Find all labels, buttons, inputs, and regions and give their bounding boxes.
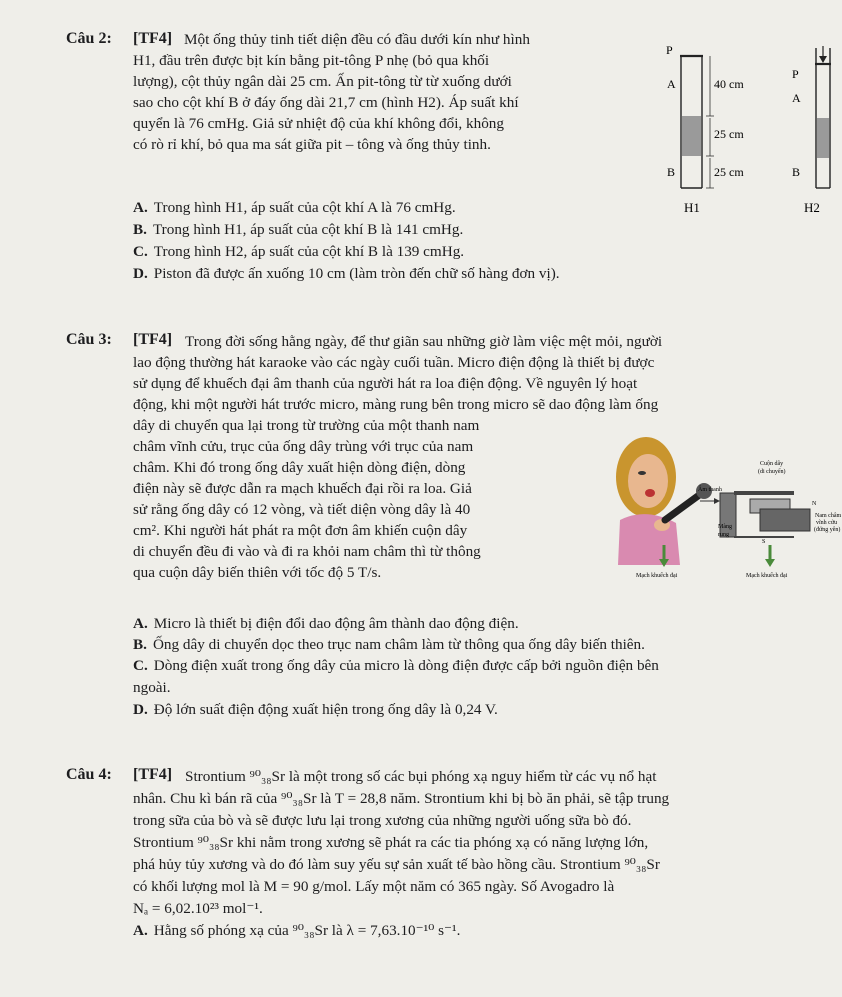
q2-option-c: C. Trong hình H2, áp suất của cột khí B là 139 cmHg. [133, 243, 465, 260]
question-3-tag: [TF4] [133, 331, 173, 348]
label-magnet: Nam châm [815, 513, 842, 519]
microphone-figure [610, 425, 842, 595]
question-3-line-7: châm. Khi đó trong ống dây xuất hiện dòng điện, dòng [133, 459, 466, 476]
question-3-line-5: dây di chuyển qua lại trong từ trường của một thanh nam [133, 417, 480, 434]
q3-option-d: D. Độ lớn suất điện động xuất hiện trong ống dây là 0,24 V. [133, 701, 498, 718]
magnet-shape [760, 509, 810, 531]
question-3-line-3: sử dụng để khuếch đại âm thanh của người hát ra loa điện động. Về nguyên lý hoạt [133, 375, 638, 392]
label-diaphragm: Màng [718, 524, 732, 530]
question-2-stem-line-1: Một ống thủy tinh tiết diện đều có đầu dưới kín như hình [184, 31, 530, 48]
h2-label-p: P [792, 67, 799, 81]
label-pole-a: S [762, 539, 766, 545]
h1-len-b: 25 cm [714, 165, 744, 179]
q3-option-a: A. Micro là thiết bị điện đổi dao động âm thành dao động điện. [133, 615, 519, 632]
label-coil: Cuộn dây [760, 461, 784, 467]
question-2-stem-line-6: có rò rỉ khí, bỏ qua ma sát giữa pit – tông và ống thủy tinh. [133, 136, 491, 153]
question-4-number: Câu 4: [66, 766, 112, 783]
h2-caption: H2 [804, 200, 820, 215]
question-3-line-12: qua cuộn dây biến thiên với tốc độ 5 T/s. [133, 564, 382, 581]
question-4-line-6: có khối lượng mol là M = 90 g/mol. Lấy một năm có 365 ngày. Số Avogadro là [133, 878, 615, 895]
tube-h2 [792, 46, 831, 215]
h1-label-b: B [667, 165, 676, 179]
q2-option-b: B. Trong hình H1, áp suất của cột khí B là 141 cmHg. [133, 221, 464, 238]
q2-option-a: A. Trong hình H1, áp suất của cột khí A là 76 cmHg. [133, 199, 456, 216]
question-2-stem-line-5: quyển là 76 cmHg. Giả sử nhiệt độ của khí không đổi, không [133, 115, 504, 132]
question-4-line-4: Strontium ⁹⁰₃₈Sr khi nằm trong xương sẽ phát ra các tia phóng xạ có năng lượng lớn, [133, 834, 649, 851]
h1-label-p: P [666, 43, 673, 57]
q3-option-c: C. Dòng điện xuất trong ống dây của micro là dòng điện được cấp bởi nguồn điện bên [133, 657, 659, 674]
q4-option-a: A. Hằng số phóng xạ của ⁹⁰₃₈Sr là λ = 7,63.10⁻¹⁰ s⁻¹. [133, 922, 461, 939]
q3-option-c-cont: ngoài. [133, 679, 171, 696]
question-3-number: Câu 3: [66, 331, 112, 348]
question-4-line-7: Nₐ = 6,02.10²³ mol⁻¹. [133, 900, 263, 917]
question-3-line-11: di chuyển đều đi vào và đi ra khỏi nam châm thì từ thông [133, 543, 481, 560]
label-north-pole: N [812, 501, 817, 507]
label-diaphragm-vibrating: rung [718, 532, 729, 538]
question-3-line-8: điện này sẽ được dẫn ra mạch khuếch đại rồi ra loa. Giả [133, 480, 472, 497]
tube-figure [652, 38, 842, 218]
question-2-stem-line-4: sao cho cột khí B ở đáy ống dài 21,7 cm (hình H2). Áp suất khí [133, 94, 519, 111]
question-3-line-2: lao động thường hát karaoke vào các ngày cuối tuần. Micro điện động là thiết bị được [133, 354, 655, 371]
h1-caption: H1 [684, 200, 700, 215]
question-3-line-1: Trong đời sống hằng ngày, để thư giãn sau những giờ làm việc mệt mỏi, người [185, 333, 663, 350]
h2-label-b: B [792, 165, 801, 179]
mercury-column-h2 [817, 118, 829, 158]
question-3-line-10: cm². Khi người hát phát ra một đơn âm khiến cuộn dây [133, 522, 468, 539]
question-4-line-1: Strontium ⁹⁰₃₈Sr là một trong số các bụi phóng xạ nguy hiểm từ các vụ nổ hạt [185, 768, 657, 785]
tube-h1 [666, 43, 744, 215]
label-amplifier-left: Mạch khuếch đại [636, 573, 678, 579]
question-4-line-5: phá hủy tủy xương và do đó làm suy yếu sự sản xuất tế bào hồng cầu. Strontium ⁹⁰₃₈Sr [133, 856, 660, 873]
question-3-line-6: châm vĩnh cửu, trục của ống dây trùng với trục của nam [133, 438, 474, 455]
label-amplifier-right: Mạch khuếch đại [746, 573, 788, 579]
question-3-line-9: sử rằng ống dây có 12 vòng, và tiết diện vòng dây là 40 [133, 501, 471, 518]
h1-label-a: A [667, 77, 676, 91]
label-sound: Âm thanh [698, 487, 722, 493]
label-coil-moving: (di chuyển) [758, 469, 786, 475]
h1-len-hg: 25 cm [714, 127, 744, 141]
question-3-line-4: động, khi một người hát trước micro, màng rung bên trong micro sẽ dao động làm ống [133, 396, 659, 413]
label-magnet-permanent: vĩnh cửu [816, 520, 838, 526]
question-2-stem-line-2: H1, đầu trên được bịt kín bằng pit-tông P nhẹ (bỏ qua khối [133, 52, 490, 69]
question-2-tag: [TF4] [133, 30, 173, 47]
question-4-line-2: nhân. Chu kì bán rã của ⁹⁰₃₈Sr là T = 28,8 năm. Strontium khi bị bò ăn phải, sẽ tập trung [133, 790, 670, 807]
label-magnet-still: (đứng yên) [814, 527, 841, 533]
mercury-column-h1 [682, 116, 701, 156]
h1-len-a: 40 cm [714, 77, 744, 91]
question-4-tag: [TF4] [133, 766, 173, 783]
question-4-line-3: trong sữa của bò và sẽ được lưu lại trong xương của những người uống sữa bò đó. [133, 812, 632, 829]
q2-option-d: D. Piston đã được ấn xuống 10 cm (làm tròn đến chữ số hàng đơn vị). [133, 265, 560, 282]
question-2-stem-line-3: lượng), cột thủy ngân dài 25 cm. Ấn pit-tông từ từ xuống dưới [133, 73, 512, 90]
question-2-number: Câu 2: [66, 30, 112, 47]
h2-label-a: A [792, 91, 801, 105]
q3-option-b: B. Ống dây di chuyển dọc theo trục nam châm làm từ thông qua ống dây biến thiên. [133, 636, 645, 653]
